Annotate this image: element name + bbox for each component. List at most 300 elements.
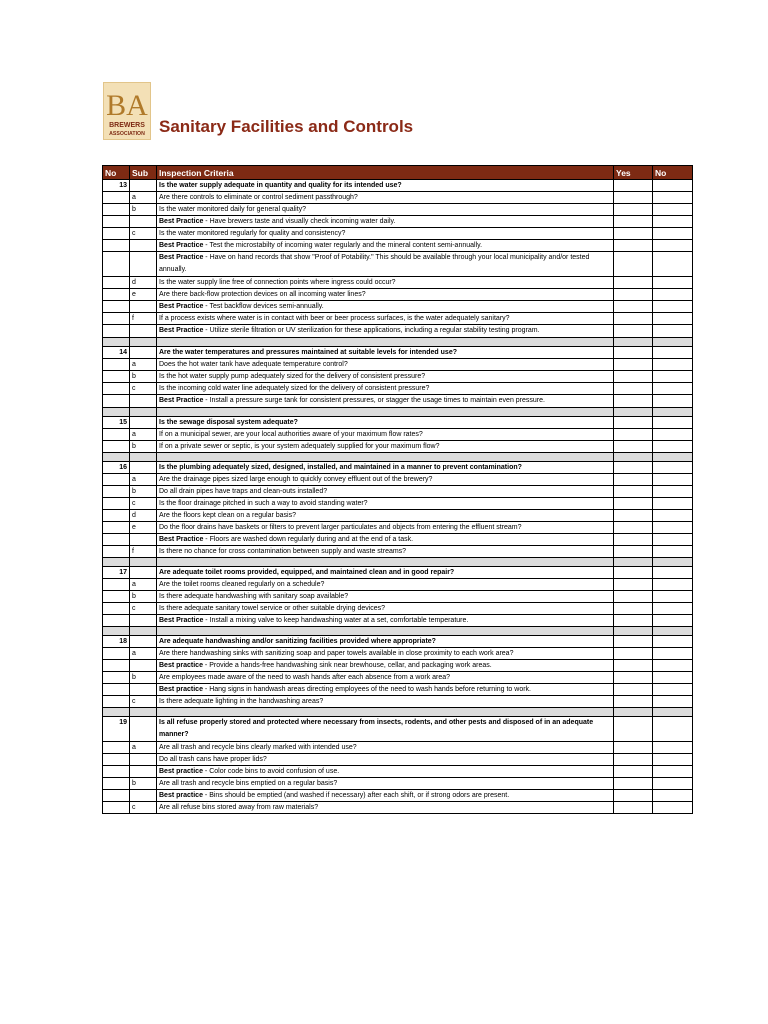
no-checkbox-cell[interactable] (653, 742, 693, 754)
column-header-no-answer: No (653, 166, 693, 180)
yes-checkbox-cell[interactable] (614, 636, 653, 648)
separator-cell (653, 627, 693, 636)
criteria-text: Are all trash and recycle bins emptied on a regular basis? (157, 778, 614, 790)
row-number-cell (103, 603, 130, 615)
criteria-row (103, 522, 693, 534)
yes-checkbox-cell[interactable] (614, 546, 653, 558)
criteria-row (103, 429, 693, 441)
criteria-row (103, 648, 693, 660)
yes-checkbox-cell[interactable] (614, 790, 653, 802)
no-checkbox-cell[interactable] (653, 522, 693, 534)
separator-cell (130, 453, 157, 462)
row-number-cell (103, 648, 130, 660)
criteria-row (103, 228, 693, 240)
separator-cell (653, 708, 693, 717)
column-header-yes: Yes (614, 166, 653, 180)
question-number: 18 (103, 636, 130, 648)
separator-cell (653, 408, 693, 417)
yes-checkbox-cell[interactable] (614, 228, 653, 240)
row-number-cell (103, 289, 130, 301)
yes-checkbox-cell[interactable] (614, 648, 653, 660)
no-checkbox-cell[interactable] (653, 790, 693, 802)
no-checkbox-cell[interactable] (653, 534, 693, 546)
no-checkbox-cell[interactable] (653, 591, 693, 603)
separator-cell (653, 338, 693, 347)
no-checkbox-cell[interactable] (653, 252, 693, 277)
no-checkbox-cell[interactable] (653, 696, 693, 708)
criteria-text: If a process exists where water is in contact with beer or beer process surfaces, is the water adequately sanitary? (157, 313, 614, 325)
no-checkbox-cell[interactable] (653, 325, 693, 338)
separator-cell (614, 453, 653, 462)
criteria-text: Do all trash cans have proper lids? (157, 754, 614, 766)
best-practice-label: Best Practice (159, 617, 204, 624)
question-number: 16 (103, 462, 130, 474)
yes-checkbox-cell[interactable] (614, 216, 653, 228)
criteria-text: Is there adequate lighting in the handwashing areas? (157, 696, 614, 708)
sub-letter: a (130, 579, 157, 591)
yes-checkbox-cell[interactable] (614, 696, 653, 708)
no-checkbox-cell[interactable] (653, 441, 693, 453)
row-number-cell (103, 754, 130, 766)
best-practice-label: Best practice (159, 792, 203, 799)
criteria-row (103, 579, 693, 591)
row-number-cell (103, 192, 130, 204)
separator-cell (157, 708, 614, 717)
yes-checkbox-cell[interactable] (614, 474, 653, 486)
sub-letter (130, 766, 157, 778)
row-number-cell (103, 660, 130, 672)
logo-word-association: ASSOCIATION (109, 131, 145, 137)
criteria-text: Is the water monitored daily for general quality? (157, 204, 614, 216)
criteria-text: If on a municipal sewer, are your local authorities aware of your maximum flow rates? (157, 429, 614, 441)
best-practice-text: Best Practice - Install a pressure surge tank for consistent pressures, or stagger the usage times to maintain even pressure. (157, 395, 614, 408)
no-checkbox-cell[interactable] (653, 648, 693, 660)
best-practice-row (103, 240, 693, 252)
yes-checkbox-cell[interactable] (614, 359, 653, 371)
sub-letter: c (130, 802, 157, 814)
yes-checkbox-cell[interactable] (614, 313, 653, 325)
yes-checkbox-cell[interactable] (614, 567, 653, 579)
row-number-cell (103, 510, 130, 522)
no-checkbox-cell[interactable] (653, 778, 693, 790)
row-number-cell (103, 802, 130, 814)
best-practice-label: Best Practice (159, 397, 204, 404)
no-checkbox-cell[interactable] (653, 498, 693, 510)
sub-letter (130, 754, 157, 766)
question-row (103, 636, 693, 648)
yes-checkbox-cell[interactable] (614, 325, 653, 338)
yes-checkbox-cell[interactable] (614, 383, 653, 395)
criteria-row (103, 204, 693, 216)
no-checkbox-cell[interactable] (653, 383, 693, 395)
sub-letter: a (130, 474, 157, 486)
brewers-association-logo (103, 82, 151, 140)
criteria-text: Is there no chance for cross contamination between supply and waste streams? (157, 546, 614, 558)
yes-checkbox-cell[interactable] (614, 603, 653, 615)
criteria-row (103, 192, 693, 204)
yes-checkbox-cell[interactable] (614, 754, 653, 766)
criteria-row (103, 591, 693, 603)
separator-cell (130, 338, 157, 347)
best-practice-text: Best practice - Color code bins to avoid confusion of use. (157, 766, 614, 778)
criteria-row (103, 802, 693, 814)
criteria-text: Are all trash and recycle bins clearly marked with intended use? (157, 742, 614, 754)
section-separator (103, 408, 693, 417)
row-number-cell (103, 696, 130, 708)
best-practice-text: Best Practice - Test the microstabilty of incoming water regularly and the mineral content semi-annually. (157, 240, 614, 252)
no-checkbox-cell[interactable] (653, 802, 693, 814)
question-number: 13 (103, 180, 130, 192)
criteria-row (103, 359, 693, 371)
best-practice-text: Best practice - Hang signs in handwash areas directing employees of the need to wash hands before returning to work. (157, 684, 614, 696)
question-number: 19 (103, 717, 130, 742)
separator-cell (103, 338, 130, 347)
no-checkbox-cell[interactable] (653, 417, 693, 429)
separator-cell (130, 558, 157, 567)
no-checkbox-cell[interactable] (653, 766, 693, 778)
no-checkbox-cell[interactable] (653, 684, 693, 696)
row-number-cell (103, 534, 130, 546)
criteria-row (103, 289, 693, 301)
criteria-text: Is the water monitored regularly for quality and consistency? (157, 228, 614, 240)
sub-cell (130, 180, 157, 192)
criteria-text: Is the floor drainage pitched in such a way to avoid standing water? (157, 498, 614, 510)
yes-checkbox-cell[interactable] (614, 240, 653, 252)
sub-letter: b (130, 591, 157, 603)
criteria-text: Are there controls to eliminate or control sediment passthrough? (157, 192, 614, 204)
no-checkbox-cell[interactable] (653, 754, 693, 766)
criteria-text: Are the floors kept clean on a regular basis? (157, 510, 614, 522)
row-number-cell (103, 766, 130, 778)
column-header-criteria: Inspection Criteria (157, 166, 614, 180)
criteria-text: Does the hot water tank have adequate temperature control? (157, 359, 614, 371)
criteria-row (103, 672, 693, 684)
best-practice-row (103, 684, 693, 696)
sub-letter: d (130, 510, 157, 522)
row-number-cell (103, 486, 130, 498)
criteria-text: Are there handwashing sinks with sanitizing soap and paper towels available in close proximity to each work area? (157, 648, 614, 660)
separator-cell (130, 627, 157, 636)
best-practice-row (103, 252, 693, 277)
section-separator (103, 338, 693, 347)
best-practice-row (103, 534, 693, 546)
best-practice-text: Best Practice - Utilize sterile filtration or UV sterilization for these applications, including a regular stability testing program. (157, 325, 614, 338)
best-practice-text: Best Practice - Install a mixing valve to keep handwashing water at a set, comfortable temperature. (157, 615, 614, 627)
question-number: 17 (103, 567, 130, 579)
yes-checkbox-cell[interactable] (614, 766, 653, 778)
sub-letter: d (130, 277, 157, 289)
sub-letter: a (130, 742, 157, 754)
criteria-row (103, 510, 693, 522)
best-practice-label: Best Practice (159, 254, 204, 261)
row-number-cell (103, 228, 130, 240)
best-practice-row (103, 766, 693, 778)
yes-checkbox-cell[interactable] (614, 802, 653, 814)
sub-letter: e (130, 522, 157, 534)
sub-letter (130, 534, 157, 546)
criteria-text: Is the water supply line free of connection points where ingress could occur? (157, 277, 614, 289)
row-number-cell (103, 359, 130, 371)
sub-letter: b (130, 371, 157, 383)
criteria-text: Is the incoming cold water line adequately sized for the delivery of consistent pressure? (157, 383, 614, 395)
no-checkbox-cell[interactable] (653, 192, 693, 204)
column-header-no: No (103, 166, 130, 180)
yes-checkbox-cell[interactable] (614, 395, 653, 408)
row-number-cell (103, 778, 130, 790)
criteria-text: Are there back-flow protection devices on all incoming water lines? (157, 289, 614, 301)
sub-cell (130, 462, 157, 474)
separator-cell (614, 338, 653, 347)
criteria-text: Are the toilet rooms cleaned regularly on a schedule? (157, 579, 614, 591)
separator-cell (157, 453, 614, 462)
yes-checkbox-cell[interactable] (614, 417, 653, 429)
best-practice-label: Best practice (159, 662, 203, 669)
question-row (103, 717, 693, 742)
no-checkbox-cell[interactable] (653, 510, 693, 522)
yes-checkbox-cell[interactable] (614, 252, 653, 277)
best-practice-text: Best Practice - Have brewers taste and visually check incoming water daily. (157, 216, 614, 228)
sub-letter (130, 660, 157, 672)
logo-mark: BA (106, 89, 148, 122)
criteria-row (103, 371, 693, 383)
yes-checkbox-cell[interactable] (614, 522, 653, 534)
row-number-cell (103, 371, 130, 383)
sub-letter (130, 395, 157, 408)
no-checkbox-cell[interactable] (653, 579, 693, 591)
row-number-cell (103, 522, 130, 534)
row-number-cell (103, 429, 130, 441)
no-checkbox-cell[interactable] (653, 347, 693, 359)
question-text: Are the water temperatures and pressures maintained at suitable levels for intended use? (157, 347, 614, 359)
criteria-text: If on a private sewer or septic, is your system adequately supplied for your maximum flow? (157, 441, 614, 453)
yes-checkbox-cell[interactable] (614, 462, 653, 474)
sub-letter: a (130, 429, 157, 441)
separator-cell (157, 558, 614, 567)
no-checkbox-cell[interactable] (653, 359, 693, 371)
separator-cell (653, 558, 693, 567)
inspection-table (102, 165, 693, 814)
no-checkbox-cell[interactable] (653, 717, 693, 742)
yes-checkbox-cell[interactable] (614, 486, 653, 498)
row-number-cell (103, 672, 130, 684)
separator-cell (614, 558, 653, 567)
criteria-row (103, 474, 693, 486)
question-row (103, 567, 693, 579)
sub-letter: e (130, 289, 157, 301)
row-number-cell (103, 204, 130, 216)
best-practice-label: Best practice (159, 768, 203, 775)
row-number-cell (103, 474, 130, 486)
table-body (103, 180, 693, 814)
section-separator (103, 708, 693, 717)
yes-checkbox-cell[interactable] (614, 591, 653, 603)
sub-letter: c (130, 383, 157, 395)
criteria-text: Are all refuse bins stored away from raw materials? (157, 802, 614, 814)
row-number-cell (103, 498, 130, 510)
yes-checkbox-cell[interactable] (614, 498, 653, 510)
criteria-text: Do the floor drains have baskets or filters to prevent larger particulates and objects from entering the effluent stream? (157, 522, 614, 534)
sub-letter: a (130, 359, 157, 371)
separator-cell (614, 627, 653, 636)
no-checkbox-cell[interactable] (653, 567, 693, 579)
yes-checkbox-cell[interactable] (614, 301, 653, 313)
criteria-row (103, 778, 693, 790)
row-number-cell (103, 301, 130, 313)
no-checkbox-cell[interactable] (653, 486, 693, 498)
best-practice-row (103, 216, 693, 228)
sub-letter: b (130, 486, 157, 498)
no-checkbox-cell[interactable] (653, 603, 693, 615)
no-checkbox-cell[interactable] (653, 371, 693, 383)
criteria-row (103, 277, 693, 289)
criteria-row (103, 441, 693, 453)
row-number-cell (103, 383, 130, 395)
sub-letter: b (130, 778, 157, 790)
no-checkbox-cell[interactable] (653, 301, 693, 313)
yes-checkbox-cell[interactable] (614, 441, 653, 453)
criteria-text: Do all drain pipes have traps and clean-outs installed? (157, 486, 614, 498)
best-practice-label: Best Practice (159, 536, 204, 543)
separator-cell (103, 558, 130, 567)
sub-letter (130, 684, 157, 696)
row-number-cell (103, 790, 130, 802)
best-practice-row (103, 395, 693, 408)
sub-cell (130, 347, 157, 359)
question-text: Is all refuse properly stored and protected where necessary from insects, rodents, and other pests and disposed of in an adequate manner? (157, 717, 614, 742)
no-checkbox-cell[interactable] (653, 228, 693, 240)
sub-letter (130, 252, 157, 277)
criteria-text: Is the hot water supply pump adequately sized for the delivery of consistent pressure? (157, 371, 614, 383)
question-number: 15 (103, 417, 130, 429)
criteria-row (103, 383, 693, 395)
row-number-cell (103, 395, 130, 408)
no-checkbox-cell[interactable] (653, 204, 693, 216)
sub-cell (130, 417, 157, 429)
separator-cell (130, 708, 157, 717)
yes-checkbox-cell[interactable] (614, 579, 653, 591)
row-number-cell (103, 277, 130, 289)
no-checkbox-cell[interactable] (653, 180, 693, 192)
row-number-cell (103, 742, 130, 754)
no-checkbox-cell[interactable] (653, 240, 693, 252)
best-practice-label: Best practice (159, 686, 203, 693)
no-checkbox-cell[interactable] (653, 313, 693, 325)
yes-checkbox-cell[interactable] (614, 277, 653, 289)
sub-letter (130, 790, 157, 802)
no-checkbox-cell[interactable] (653, 462, 693, 474)
question-row (103, 347, 693, 359)
no-checkbox-cell[interactable] (653, 660, 693, 672)
yes-checkbox-cell[interactable] (614, 204, 653, 216)
criteria-row (103, 498, 693, 510)
sub-cell (130, 567, 157, 579)
best-practice-text: Best Practice - Floors are washed down regularly during and at the end of a task. (157, 534, 614, 546)
best-practice-row (103, 325, 693, 338)
yes-checkbox-cell[interactable] (614, 510, 653, 522)
no-checkbox-cell[interactable] (653, 636, 693, 648)
no-checkbox-cell[interactable] (653, 395, 693, 408)
row-number-cell (103, 240, 130, 252)
row-number-cell (103, 325, 130, 338)
no-checkbox-cell[interactable] (653, 277, 693, 289)
yes-checkbox-cell[interactable] (614, 672, 653, 684)
no-checkbox-cell[interactable] (653, 429, 693, 441)
yes-checkbox-cell[interactable] (614, 192, 653, 204)
sub-letter: f (130, 546, 157, 558)
no-checkbox-cell[interactable] (653, 216, 693, 228)
no-checkbox-cell[interactable] (653, 546, 693, 558)
criteria-text: Are employees made aware of the need to wash hands after each absence from a work area? (157, 672, 614, 684)
question-row (103, 180, 693, 192)
no-checkbox-cell[interactable] (653, 615, 693, 627)
column-header-sub: Sub (130, 166, 157, 180)
no-checkbox-cell[interactable] (653, 474, 693, 486)
separator-cell (157, 627, 614, 636)
sub-letter: c (130, 603, 157, 615)
section-separator (103, 453, 693, 462)
separator-cell (103, 627, 130, 636)
section-separator (103, 627, 693, 636)
no-checkbox-cell[interactable] (653, 289, 693, 301)
best-practice-label: Best Practice (159, 303, 204, 310)
separator-cell (103, 408, 130, 417)
yes-checkbox-cell[interactable] (614, 371, 653, 383)
yes-checkbox-cell[interactable] (614, 717, 653, 742)
sub-letter: c (130, 696, 157, 708)
criteria-text: Is there adequate sanitary towel service or other suitable drying devices? (157, 603, 614, 615)
yes-checkbox-cell[interactable] (614, 289, 653, 301)
yes-checkbox-cell[interactable] (614, 347, 653, 359)
yes-checkbox-cell[interactable] (614, 429, 653, 441)
row-number-cell (103, 441, 130, 453)
row-number-cell (103, 216, 130, 228)
criteria-text: Are the drainage pipes sized large enough to quickly convey effluent out of the brewery? (157, 474, 614, 486)
best-practice-text: Best practice - Provide a hands-free handwashing sink near brewhouse, cellar, and packaging work areas. (157, 660, 614, 672)
question-text: Is the sewage disposal system adequate? (157, 417, 614, 429)
row-number-cell (103, 684, 130, 696)
yes-checkbox-cell[interactable] (614, 534, 653, 546)
question-number: 14 (103, 347, 130, 359)
page-title: Sanitary Facilities and Controls (159, 117, 414, 136)
sub-letter: f (130, 313, 157, 325)
row-number-cell (103, 313, 130, 325)
criteria-text: Is there adequate handwashing with sanitary soap available? (157, 591, 614, 603)
sub-letter (130, 615, 157, 627)
yes-checkbox-cell[interactable] (614, 742, 653, 754)
yes-checkbox-cell[interactable] (614, 778, 653, 790)
criteria-row (103, 486, 693, 498)
criteria-row (103, 742, 693, 754)
best-practice-row (103, 790, 693, 802)
question-row (103, 462, 693, 474)
best-practice-row (103, 660, 693, 672)
separator-cell (103, 453, 130, 462)
no-checkbox-cell[interactable] (653, 672, 693, 684)
yes-checkbox-cell[interactable] (614, 684, 653, 696)
sub-letter: a (130, 192, 157, 204)
yes-checkbox-cell[interactable] (614, 180, 653, 192)
question-text: Are adequate handwashing and/or sanitizing facilities provided where appropriate? (157, 636, 614, 648)
question-text: Are adequate toilet rooms provided, equipped, and maintained clean and in good repair? (157, 567, 614, 579)
row-number-cell (103, 579, 130, 591)
separator-cell (157, 338, 614, 347)
row-number-cell (103, 546, 130, 558)
yes-checkbox-cell[interactable] (614, 660, 653, 672)
best-practice-row (103, 301, 693, 313)
criteria-row (103, 696, 693, 708)
sub-letter: b (130, 204, 157, 216)
yes-checkbox-cell[interactable] (614, 615, 653, 627)
